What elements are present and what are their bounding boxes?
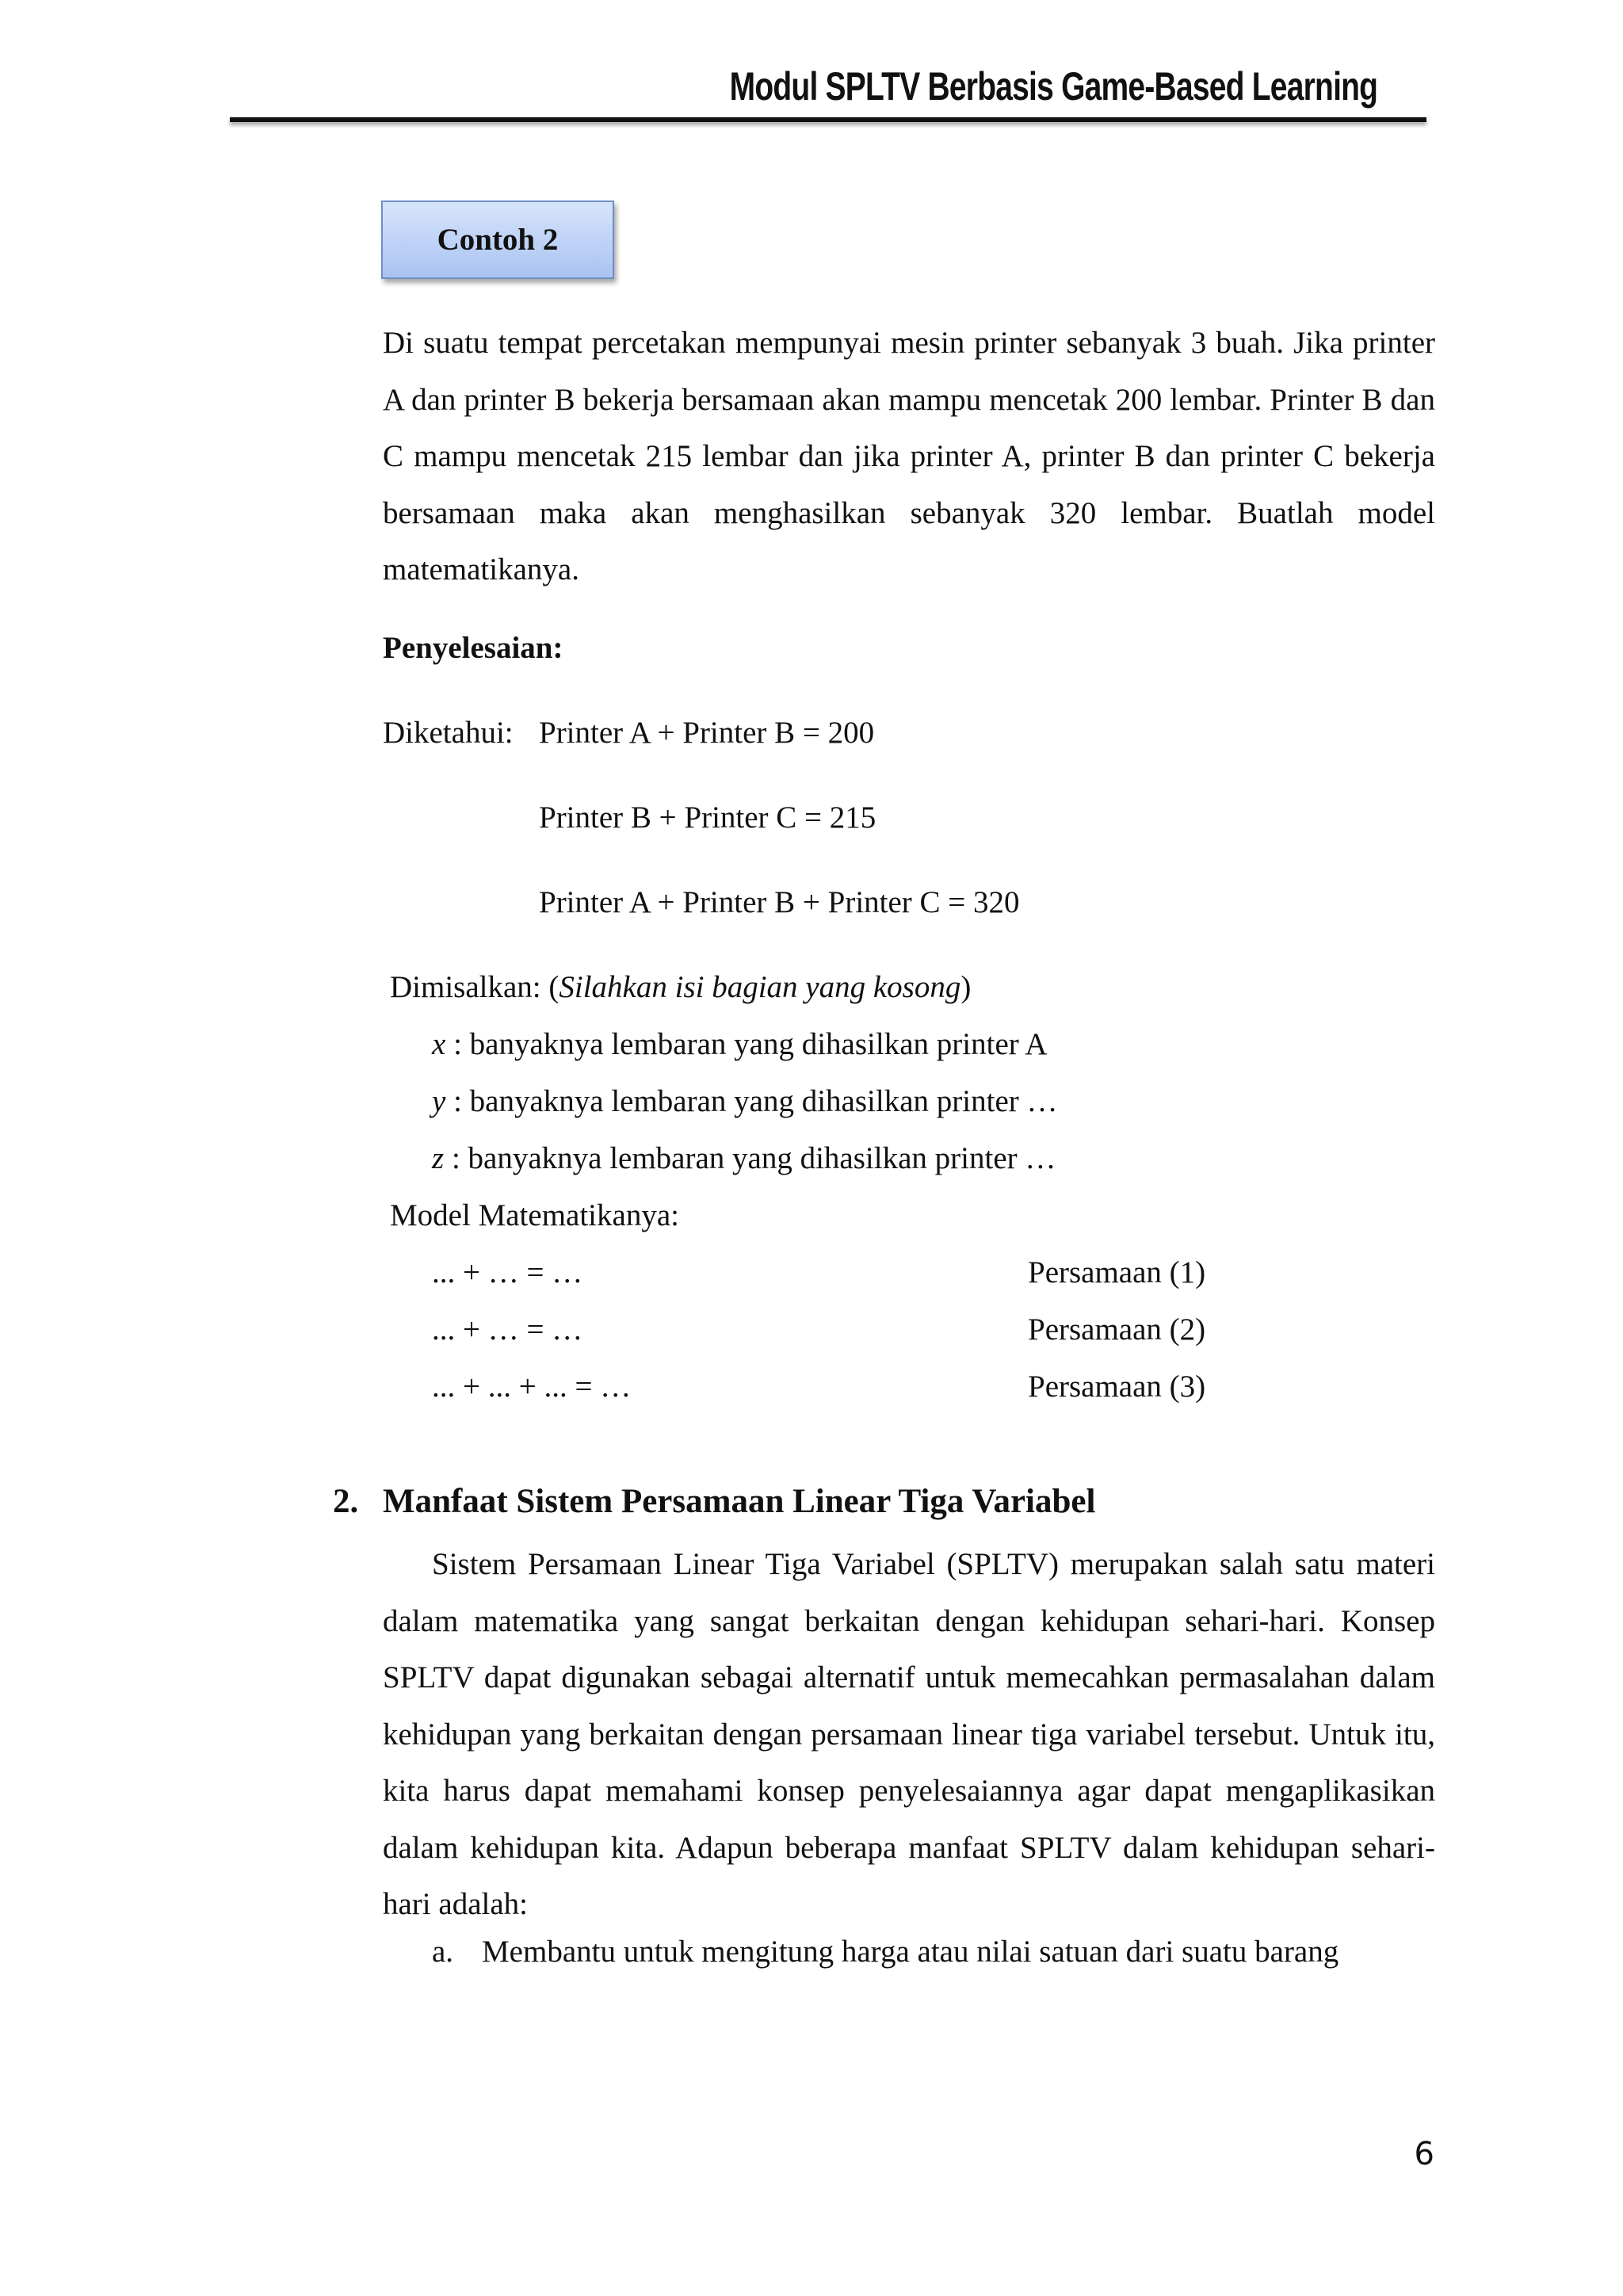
example-problem: Di suatu tempat percetakan mempunyai mesin printer sebanyak 3 buah. Jika printer A dan printer B bekerja bersamaan akan mampu mencetak 200 lembar. Printer B dan C mampu mencetak 215 lembar dan jika printer A, printer B dan printer C bekerja bersamaan maka akan menghasilkan sebanyak 320 lembar. Buatlah model matematikanya. bbox=[383, 326, 1435, 586]
list-marker: a. bbox=[432, 1935, 454, 1969]
variable-desc: : banyaknya lembaran yang dihasilkan printer … bbox=[445, 1084, 1058, 1118]
assume-close: ) bbox=[960, 970, 972, 1004]
variable-y bbox=[432, 1083, 1058, 1119]
section-number: 2. bbox=[333, 1483, 359, 1520]
variable-symbol: z bbox=[432, 1141, 445, 1175]
header-title: Modul SPLTV Berbasis Game-Based Learning bbox=[729, 64, 1377, 109]
equation-label-3: Persamaan (3) bbox=[1028, 1370, 1206, 1404]
variable-x bbox=[432, 1026, 1048, 1062]
page-number: 6 bbox=[1414, 2136, 1434, 2172]
section-title: Manfaat Sistem Persamaan Linear Tiga Variabel bbox=[383, 1483, 1096, 1520]
equation-expr-1: ... + … = … bbox=[432, 1255, 583, 1289]
known-equation-3: Printer A + Printer B + Printer C = 320 bbox=[539, 885, 1020, 919]
variable-symbol: x bbox=[432, 1027, 446, 1061]
variable-symbol: y bbox=[432, 1084, 446, 1118]
variable-desc: : banyaknya lembaran yang dihasilkan printer … bbox=[444, 1141, 1056, 1175]
list-item-text: Membantu untuk mengitung harga atau nilai satuan dari suatu barang bbox=[482, 1935, 1339, 1969]
assume-label: Dimisalkan: ( bbox=[390, 970, 559, 1004]
assume-note: Silahkan isi bagian yang kosong bbox=[559, 970, 961, 1004]
equation-expr-2: ... + … = … bbox=[432, 1312, 583, 1347]
model-label: Model Matematikanya: bbox=[390, 1198, 679, 1232]
solution-label: Penyelesaian: bbox=[383, 631, 563, 665]
known-label: Diketahui: bbox=[383, 716, 514, 750]
variable-z bbox=[432, 1140, 1056, 1176]
header-rule bbox=[230, 117, 1426, 122]
variable-desc: : banyaknya lembaran yang dihasilkan printer A bbox=[445, 1027, 1048, 1061]
equation-label-2: Persamaan (2) bbox=[1028, 1312, 1206, 1347]
equation-label-1: Persamaan (1) bbox=[1028, 1255, 1206, 1289]
known-equation-1: Printer A + Printer B = 200 bbox=[539, 716, 875, 750]
known-equation-2: Printer B + Printer C = 215 bbox=[539, 800, 876, 835]
example-label-box bbox=[381, 201, 614, 279]
assume-line bbox=[390, 969, 971, 1005]
section-body: Sistem Persamaan Linear Tiga Variabel (SPLTV) merupakan salah satu materi dalam matematika yang sangat berkaitan dengan kehidupan sehari-hari. Konsep SPLTV dapat digunakan sebagai alternatif untuk memecahkan permasalahan dalam kehidupan yang berkaitan dengan persamaan linear tiga variabel tersebut. Untuk itu, kita harus dapat memahami konsep penyelesaiannya agar dapat mengaplikasikan dalam kehidupan kita. Adapun beberapa manfaat SPLTV dalam kehidupan sehari-hari adalah: bbox=[383, 1547, 1435, 1921]
example-label: Contoh 2 bbox=[437, 223, 559, 257]
equation-expr-3: ... + ... + ... = … bbox=[432, 1370, 632, 1404]
